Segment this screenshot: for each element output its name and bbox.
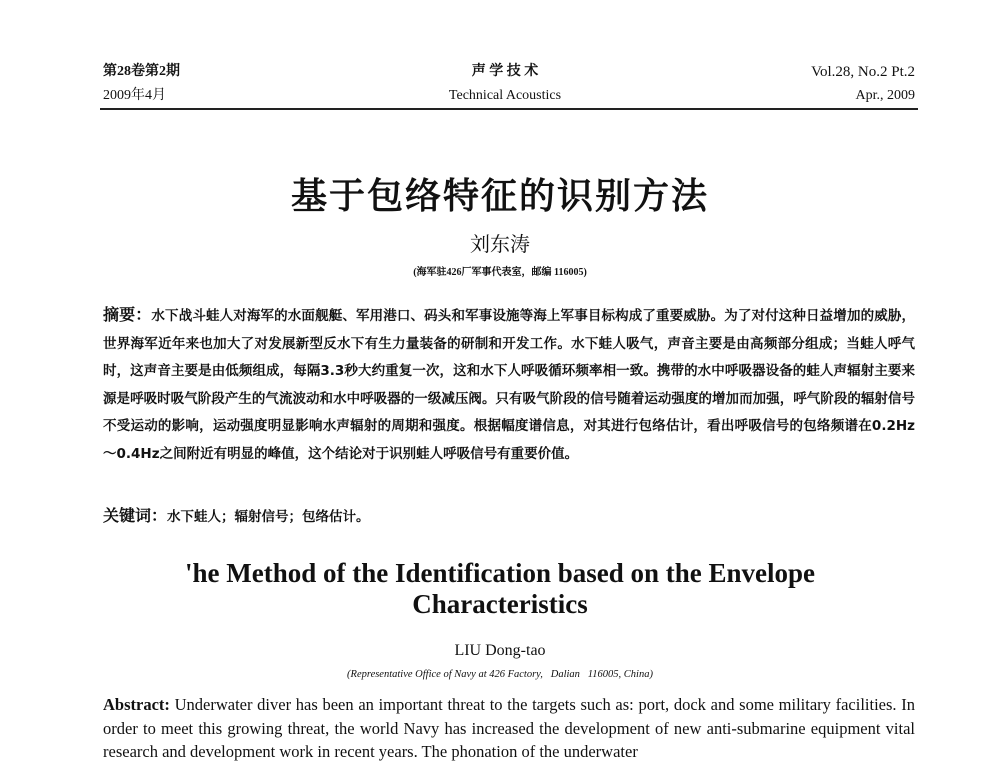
abstract-label-cn: 摘要： bbox=[103, 305, 152, 324]
author-en: LIU Dong-tao bbox=[454, 642, 546, 659]
keywords-text-cn: 水下蛙人；辐射信号；包络估计。 bbox=[167, 509, 370, 525]
paper-title-en bbox=[0, 558, 1000, 620]
header-volume-cn: 第28卷第2期 bbox=[103, 64, 180, 79]
header-volume-en: Vol.28, No.2 Pt.2 bbox=[811, 64, 915, 80]
abstract-cn bbox=[103, 301, 915, 468]
header-date-cn: 2009年4月 bbox=[103, 88, 166, 103]
paper-title-cn: 基于包络特征的识别方法 bbox=[290, 176, 709, 217]
abstract-text-cn: 水下战斗蛙人对海军的水面舰艇、军用港口、码头和军事设施等海上军事目标构成了重要威胁。为了对付这种日益增加的威胁，世界海军近年来也加大了对发展新型反水下有生力量装备的研制和开发工作。水下蛙人吸气，声音主要是由高频部分组成；当蛙人呼气时，这声音主要是由低频组成，每隔3.3秒大约重复一次，这和水下人呼吸循环频率相一致。携带的水中呼吸器设备的蛙人声辐射主要来源是呼吸时吸气阶段产生的气流波动和水中呼吸器的一级减压阀。只有吸气阶段的信号随着运动强度的增加而加强，呼气阶段的辐射信号不受运动的影响，运动强度明显影响水声辐射的周期和强度。根据幅度谱信息，对其进行包络估计，看出呼吸信号的包络频谱在0.2Hz～0.4Hz之间附近有明显的峰值，这个结论对于识别蛙人呼吸信号有重要价值。 bbox=[103, 308, 915, 462]
abstract-label-en: Abstract: bbox=[103, 695, 170, 714]
affiliation-en: (Representative Office of Navy at 426 Factory, Dalian 116005, China) bbox=[347, 669, 653, 680]
abstract-en bbox=[103, 693, 915, 764]
title-line-2: Characteristics bbox=[412, 589, 588, 619]
header-rule bbox=[100, 108, 918, 110]
header-journal-en: Technical Acoustics bbox=[448, 88, 562, 103]
author-cn: 刘东涛 bbox=[470, 234, 530, 256]
title-line-1: 'he Method of the Identification based on the Envelope bbox=[184, 558, 816, 588]
affiliation-cn: (海军驻426厂军事代表室，邮编 116005) bbox=[413, 267, 587, 278]
header-journal-cn: 声 学 技 术 bbox=[471, 64, 539, 79]
header-date-en: Apr., 2009 bbox=[855, 88, 915, 103]
keywords-cn bbox=[103, 503, 370, 526]
keywords-label-cn: 关键词： bbox=[103, 506, 168, 525]
abstract-text-en: Underwater diver has been an important threat to the targets such as: port, dock and some military facilities. In order to meet this growing threat, the world Navy has increased the development of new anti-submarine equipment vital research and development work in recent years. The phonation of the underwater bbox=[103, 695, 915, 761]
